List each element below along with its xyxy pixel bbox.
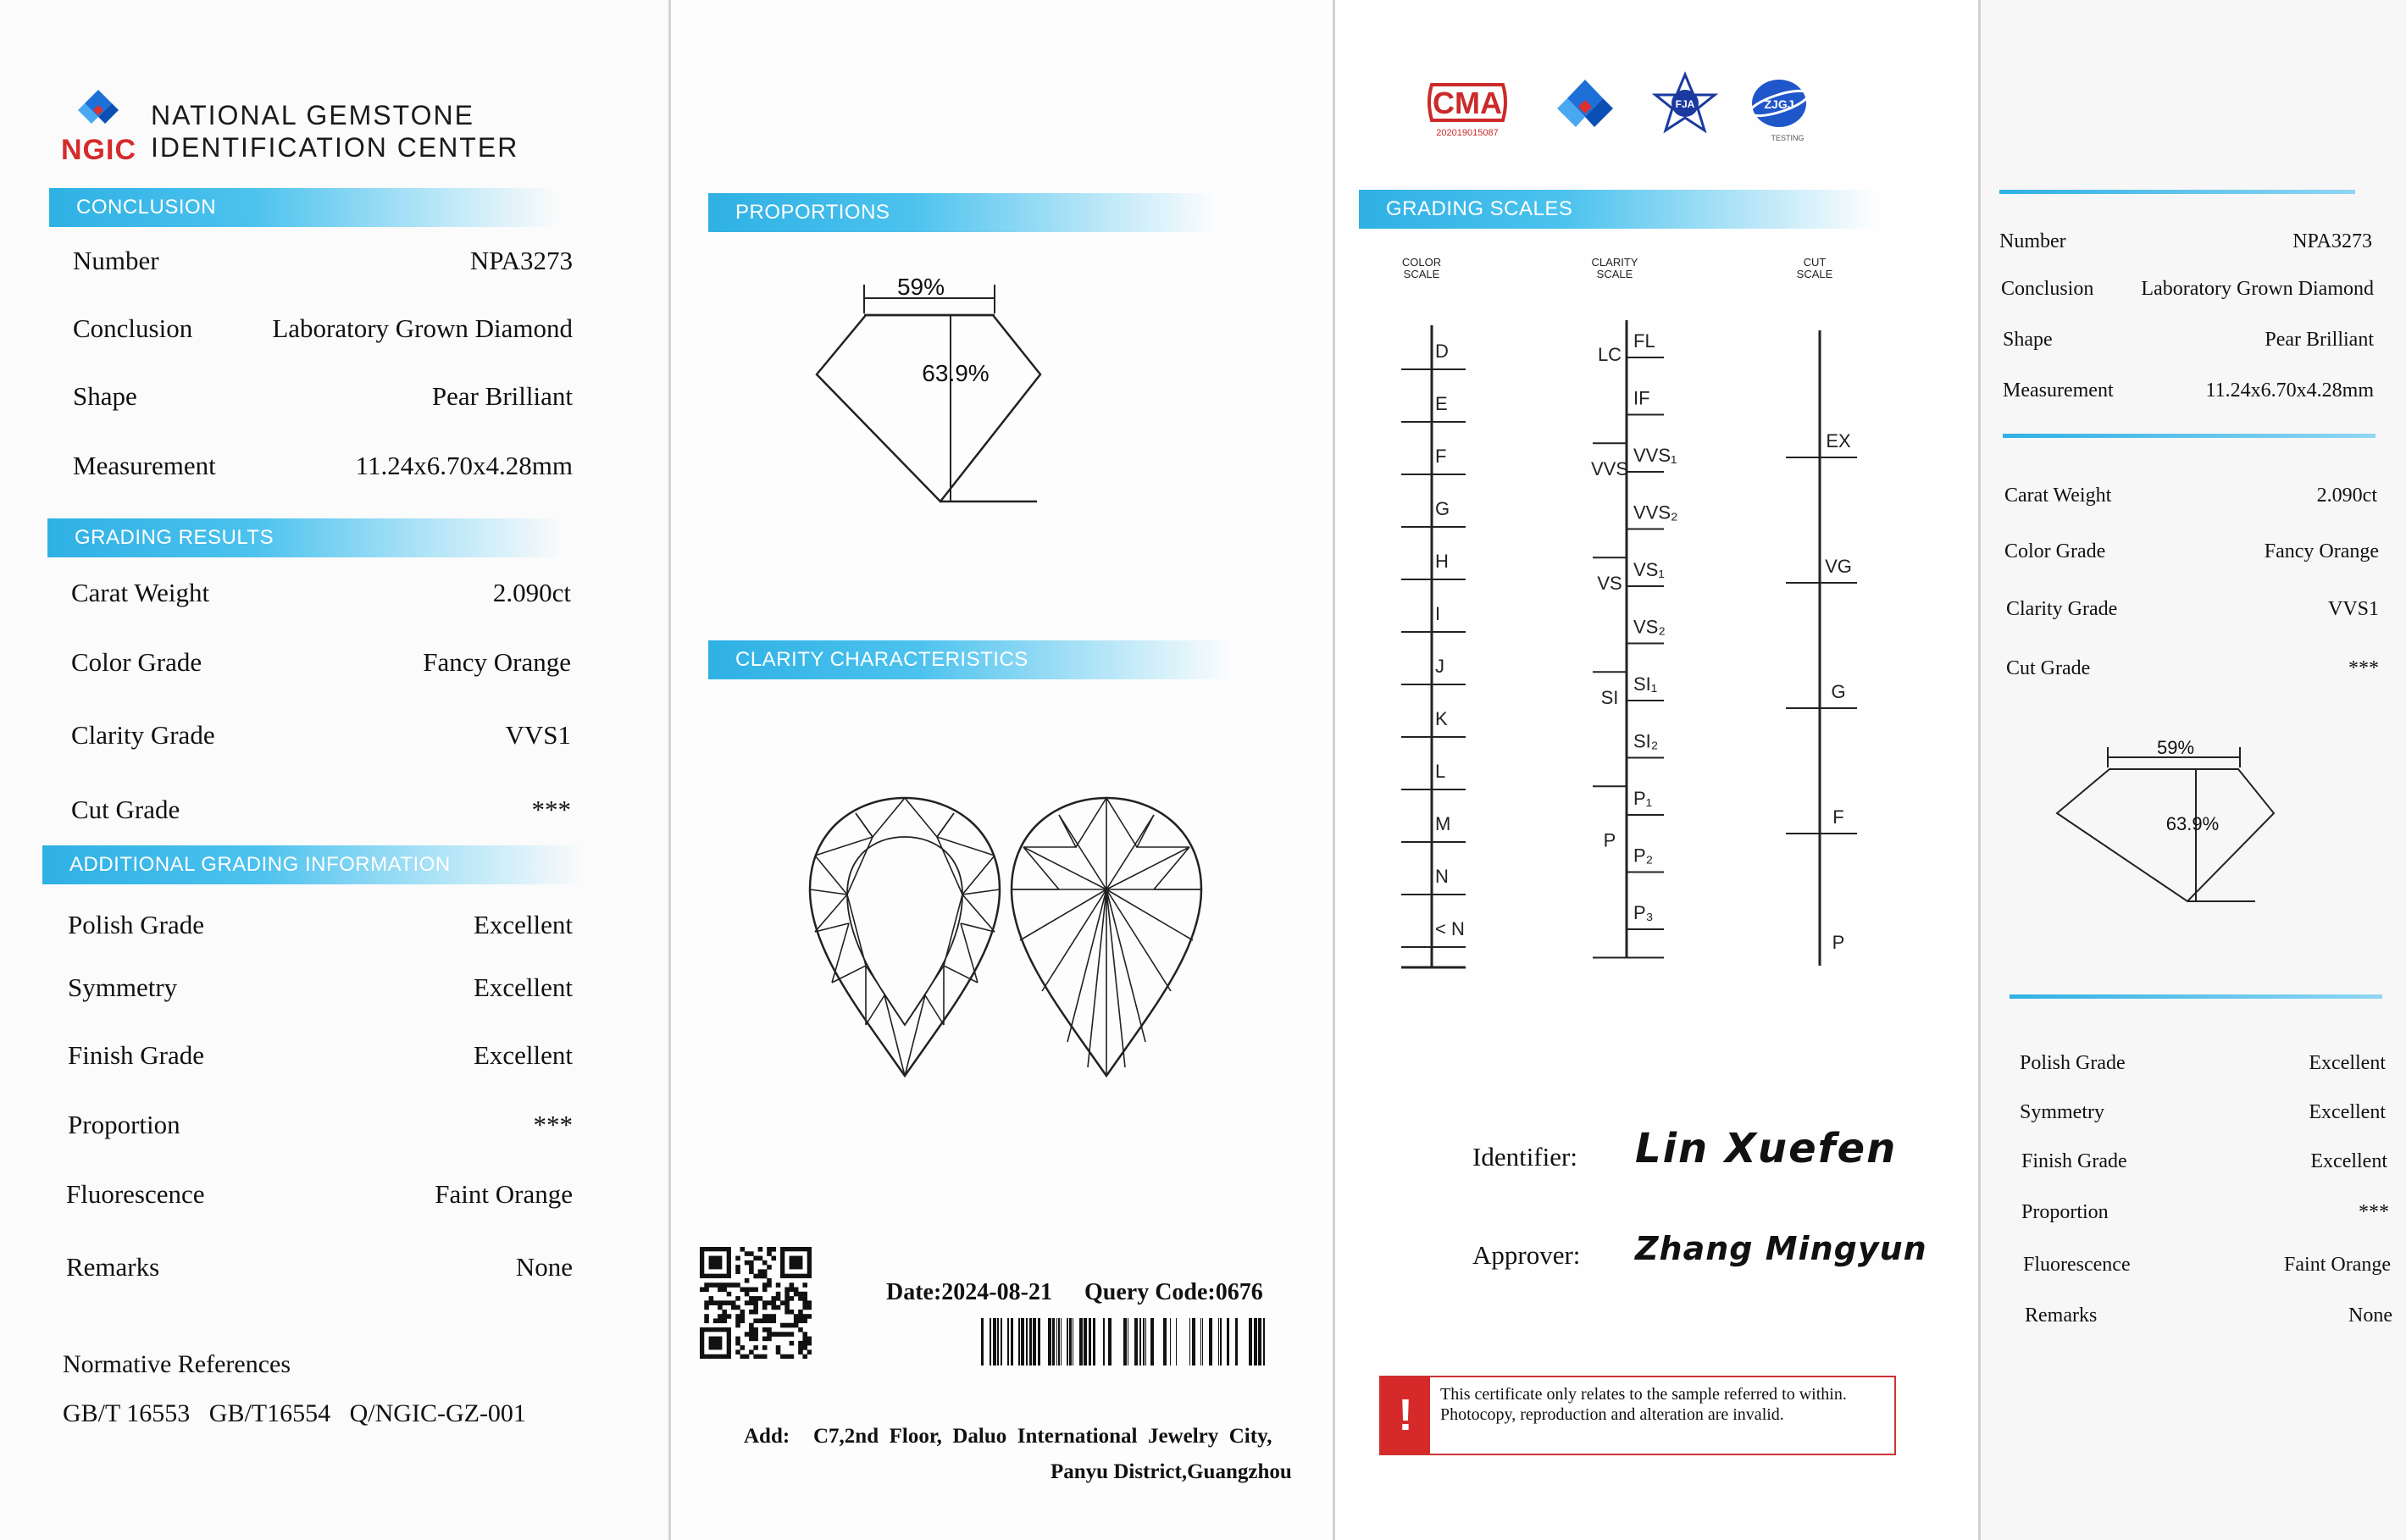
identifier-signature: Lin Xuefen: [1635, 1125, 1898, 1172]
normative-refs: GB/T 16553 GB/T16554 Q/NGIC-GZ-001: [63, 1399, 526, 1427]
clarity-grade-label: FL: [1633, 330, 1655, 352]
notice-box: [1379, 1376, 1896, 1455]
row-value: Pear Brilliant: [431, 381, 573, 411]
color-grade-label: G: [1435, 498, 1450, 519]
summary-divider: [2003, 434, 2376, 438]
color-scale-title: [1402, 256, 1441, 280]
row-value: Laboratory Grown Diamond: [272, 313, 573, 343]
additional-row: [68, 1040, 573, 1071]
additional-row: [66, 1252, 573, 1282]
cut-scale: [1786, 330, 1857, 966]
clarity-grade-label: VVS₁: [1633, 445, 1677, 466]
color-grade-label: N: [1435, 866, 1449, 887]
approver-label: Approver:: [1472, 1240, 1581, 1270]
qr-code[interactable]: [700, 1247, 812, 1359]
fja-logo-text: FJA: [1675, 98, 1695, 110]
additional-row: [68, 1110, 573, 1140]
row-value: Pear Brilliant: [2265, 329, 2374, 351]
row-label: Remarks: [2025, 1305, 2098, 1327]
grading-scales-chart: [1335, 246, 1979, 991]
address-label: Add:: [744, 1425, 790, 1448]
notice-text: This certificate only relates to the sample referred to within. Photocopy, reproduction and alteration are invalid.: [1440, 1385, 1847, 1424]
row-label: Symmetry: [2020, 1101, 2104, 1123]
extra-row: [2020, 1101, 2386, 1124]
scale-title-line: CUT: [1803, 256, 1827, 269]
additional-info-header: ADDITIONAL GRADING INFORMATION: [42, 845, 585, 884]
row-label: Measurement: [73, 451, 216, 480]
row-value: Fancy Orange: [423, 647, 571, 677]
row-value: ***: [531, 795, 571, 824]
issue-date: Date:2024-08-21: [886, 1279, 1052, 1305]
brand-name-line2: IDENTIFICATION CENTER: [151, 132, 519, 163]
clarity-scale-title: [1592, 256, 1638, 280]
conclusion-row: [73, 313, 573, 344]
row-value: Excellent: [473, 972, 573, 1002]
clarity-grade-label: P₂: [1633, 845, 1654, 867]
row-label: Fluorescence: [2023, 1254, 2131, 1276]
color-scale: [1401, 325, 1466, 967]
row-value: Excellent: [2309, 1052, 2386, 1074]
color-grade-label: D: [1435, 341, 1449, 362]
address-line2: Panyu District,Guangzhou: [1051, 1460, 1292, 1483]
certificate-panel-diagrams: [671, 0, 1333, 1540]
row-label: Proportion: [68, 1110, 180, 1139]
zjgj-logo-text: ZJGJ: [1764, 97, 1794, 111]
scale-title-line: CLARITY: [1591, 256, 1638, 269]
row-value: 11.24x6.70x4.28mm: [2205, 379, 2374, 402]
fja-logo-icon: [1652, 71, 1718, 137]
row-value: Faint Orange: [2284, 1254, 2391, 1276]
summary-divider: [1999, 190, 2355, 194]
row-label: Color Grade: [2004, 540, 2106, 562]
barcode: [981, 1318, 1269, 1366]
row-value: None: [2348, 1305, 2392, 1327]
row-label: Finish Grade: [2021, 1150, 2127, 1172]
zjgj-logo-icon: [1742, 75, 1827, 144]
proportions-header: PROPORTIONS: [708, 193, 1217, 232]
ngic-diamond-logo-icon: [1550, 78, 1620, 137]
row-label: Conclusion: [73, 313, 193, 343]
certificate-panel-main: [0, 0, 669, 1540]
row-label: Fluorescence: [66, 1179, 205, 1209]
row-label: Conclusion: [2001, 278, 2094, 300]
scale-title-line: SCALE: [1596, 268, 1633, 280]
grading-row: [71, 647, 571, 678]
row-label: Finish Grade: [68, 1040, 205, 1070]
grading-row: [71, 578, 571, 608]
color-grade-label: L: [1435, 761, 1446, 782]
color-grade-label: F: [1435, 446, 1447, 467]
row-value: NPA3273: [2292, 230, 2372, 252]
scale-title-line: COLOR: [1401, 256, 1442, 269]
pear-crown-diagram: [807, 796, 1003, 1084]
clarity-characteristics-header: CLARITY CHARACTERISTICS: [708, 640, 1233, 679]
brand-abbr: NGIC: [61, 134, 136, 166]
address-line1: C7,2nd Floor, Daluo International Jewelry City,: [813, 1425, 1272, 1448]
brand-name-line1: NATIONAL GEMSTONE: [151, 100, 474, 130]
mini-table-percentage: 59%: [2156, 737, 2195, 758]
clarity-grade-label: VS₁: [1633, 559, 1665, 580]
additional-row: [68, 910, 573, 940]
row-label: Shape: [73, 381, 137, 411]
clarity-grade-label: IF: [1633, 387, 1650, 409]
row-label: Shape: [2003, 329, 2053, 351]
row-label: Symmetry: [68, 972, 178, 1002]
clarity-scale: [1591, 320, 1678, 958]
conclusion-row: [73, 451, 573, 481]
row-value: Excellent: [2309, 1101, 2386, 1123]
mini-depth-percentage: 63.9%: [2165, 813, 2220, 834]
clarity-group-label: VVS: [1590, 457, 1629, 479]
cma-logo-text: CMA: [1433, 86, 1502, 120]
extra-row: [2021, 1150, 2387, 1173]
extra-row: [2021, 1201, 2389, 1224]
row-label: Polish Grade: [68, 910, 205, 939]
row-value: VVS1: [505, 720, 571, 750]
extra-row: [2020, 1052, 2386, 1075]
row-label: Cut Grade: [2006, 657, 2091, 679]
approver-signature: Zhang Mingyun: [1635, 1230, 1927, 1267]
grading-results-header: GRADING RESULTS: [47, 518, 564, 557]
cut-grade-label: F: [1832, 806, 1844, 828]
summary-row: [2001, 278, 2374, 301]
clarity-group-label: LC: [1597, 343, 1622, 365]
mini-proportion-diagram: [2052, 735, 2323, 905]
row-value: Excellent: [2310, 1150, 2387, 1172]
row-value: Excellent: [473, 1040, 573, 1070]
pear-pavilion-diagram: [1008, 796, 1205, 1084]
additional-row: [68, 972, 573, 1003]
clarity-group-label: VS: [1597, 572, 1622, 594]
cut-grade-label: EX: [1826, 430, 1851, 451]
grade-row: [2006, 657, 2379, 680]
additional-row: [66, 1179, 573, 1210]
testing-text: TESTING: [1771, 134, 1804, 142]
row-value: 2.090ct: [2316, 485, 2377, 507]
cma-number: 202019015087: [1436, 128, 1499, 138]
row-value: ***: [533, 1110, 573, 1139]
summary-row: [2003, 329, 2374, 352]
certificate-panel-scales: [1335, 0, 1979, 1540]
conclusion-header: CONCLUSION: [49, 188, 557, 227]
summary-divider: [2010, 994, 2382, 999]
clarity-group-label: SI: [1600, 686, 1619, 708]
row-value: 11.24x6.70x4.28mm: [355, 451, 573, 480]
proportion-diagram: [790, 271, 1078, 508]
row-value: Faint Orange: [435, 1179, 573, 1209]
color-grade-label: M: [1435, 813, 1451, 834]
identifier-label: Identifier:: [1472, 1142, 1577, 1172]
clarity-grade-label: SI₂: [1633, 730, 1659, 752]
conclusion-row: [73, 381, 573, 412]
grade-row: [2004, 540, 2379, 563]
cut-grade-label: G: [1831, 681, 1846, 702]
row-label: Number: [1999, 230, 2066, 252]
normative-title: Normative References: [63, 1350, 291, 1378]
color-grade-label: H: [1435, 551, 1449, 572]
clarity-grade-label: P₃: [1633, 902, 1654, 923]
row-label: Proportion: [2021, 1201, 2109, 1223]
ngic-logo-icon: [73, 88, 124, 132]
depth-percentage: 63.9%: [922, 360, 990, 386]
grade-row: [2004, 485, 2377, 507]
row-value: NPA3273: [469, 246, 573, 275]
color-grade-label: I: [1435, 603, 1441, 624]
row-value: ***: [2359, 1201, 2389, 1223]
row-value: Laboratory Grown Diamond: [2141, 278, 2374, 300]
cut-grade-label: P: [1832, 932, 1845, 953]
color-grade-label: K: [1435, 708, 1448, 729]
scale-title-line: SCALE: [1403, 268, 1440, 280]
row-label: Cut Grade: [71, 795, 180, 824]
row-value: ***: [2348, 657, 2379, 679]
row-label: Polish Grade: [2020, 1052, 2126, 1074]
conclusion-row: [73, 246, 573, 276]
row-label: Number: [73, 246, 159, 275]
grading-row: [71, 795, 571, 825]
row-value: VVS1: [2327, 598, 2379, 620]
warning-icon: !: [1381, 1377, 1430, 1454]
row-label: Carat Weight: [2004, 485, 2112, 507]
row-label: Clarity Grade: [71, 720, 215, 750]
clarity-grade-label: SI₁: [1633, 673, 1658, 695]
clarity-grade-label: VVS₂: [1633, 501, 1678, 523]
row-label: Remarks: [66, 1252, 160, 1282]
row-label: Measurement: [2003, 379, 2114, 402]
row-value: Excellent: [473, 910, 573, 939]
certificate-panel-summary: [1981, 0, 2406, 1540]
cut-scale-title: [1797, 256, 1833, 280]
color-grade-label: E: [1435, 393, 1448, 414]
grade-row: [2006, 598, 2379, 621]
row-label: Color Grade: [71, 647, 202, 677]
cut-grade-label: VG: [1825, 556, 1852, 577]
row-value: Fancy Orange: [2264, 540, 2379, 562]
color-grade-label: J: [1435, 656, 1444, 677]
row-value: 2.090ct: [492, 578, 571, 607]
grading-row: [71, 720, 571, 751]
table-percentage: 59%: [896, 274, 945, 300]
scale-title-line: SCALE: [1796, 268, 1833, 280]
extra-row: [2025, 1305, 2392, 1327]
clarity-grade-label: VS₂: [1633, 616, 1666, 638]
row-label: Carat Weight: [71, 578, 210, 607]
extra-row: [2023, 1254, 2391, 1277]
summary-row: [2003, 379, 2374, 402]
cma-logo-icon: [1423, 76, 1516, 141]
clarity-group-label: P: [1603, 829, 1616, 851]
grading-scales-header: GRADING SCALES: [1359, 190, 1876, 229]
row-label: Clarity Grade: [2006, 598, 2118, 620]
summary-row: [1999, 230, 2372, 253]
color-grade-label: < N: [1435, 918, 1465, 939]
row-value: None: [515, 1252, 573, 1282]
clarity-grade-label: P₁: [1633, 788, 1653, 809]
query-code: Query Code:0676: [1084, 1279, 1263, 1305]
